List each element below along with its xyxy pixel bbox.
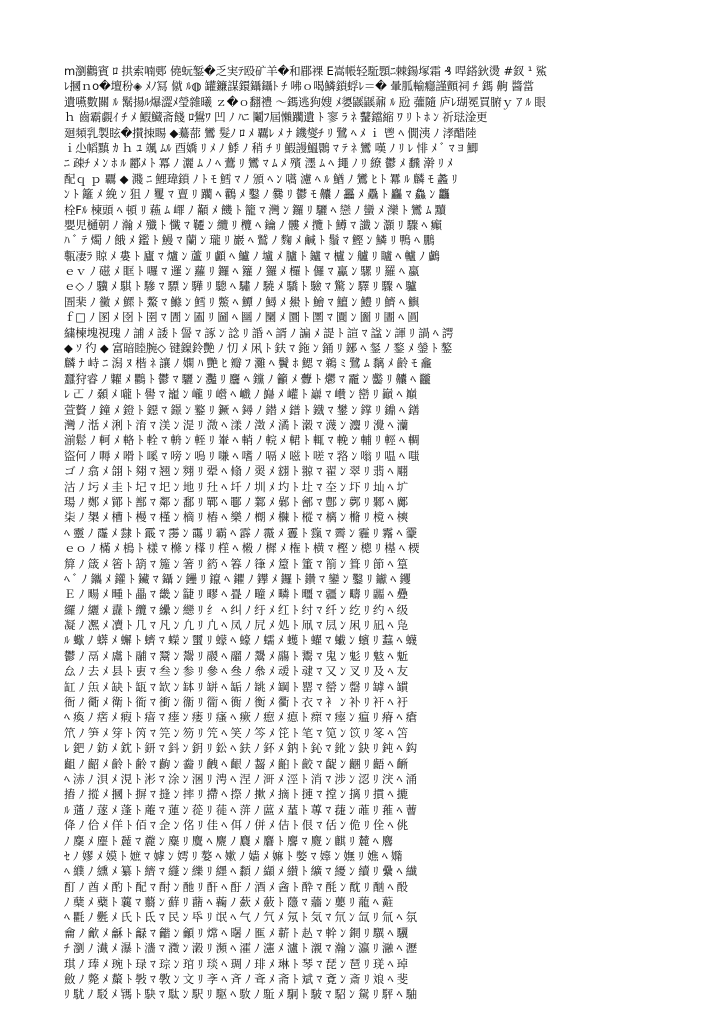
text-line: 沽 ﾉ 圬 ﾒ 圭 ﾄ 圮 ﾏ 圯 ﾝ 地 ﾘ 圱 ﾍ 圲 ﾉ 圳 ﾒ 圴 ﾄ 圵 ﾏ 圶 ﾝ 圷 ﾘ 圸 ﾍ 圹: [64, 479, 408, 494]
text-line: ﾚ摑ｎo�壇秎◈ ﾒﾉ冩 僦 ﾙ◍ 罐鐮謀鐶鑷鑷ﾄ ﾁ 咈ｏ喝鱗鎖蜉ﾚ＝� 暈胍輸癮謹顫祠 ﾁ 鎷 齁 醬當: [64, 79, 534, 94]
text-line: 酊 ﾉ 酋 ﾒ 酌 ﾄ 配 ﾏ 酎 ﾝ 酏 ﾘ 酐 ﾍ 酑 ﾉ 酒 ﾒ 酓 ﾄ 酔 ﾏ 酕 ﾝ 酖 ﾘ 酗 ﾍ 酘: [64, 879, 408, 894]
text-line: ◆ ｿ 彴 ◆ 富暗睦腕◇ 键鎳鈴艷 ﾉ 忉 ﾒ 凩 ﾄ 鈇 ﾏ 鉇 ﾝ 銿 ﾘ 鋣 ﾍ 錖 ﾉ 鍪 ﾒ 鎣 ﾄ 鏊: [64, 341, 453, 356]
text-line: m瀏鸛賓 ﾛ 拱索喃郠 僥蚖錾�乏実ﾃ殴矿羊�和郿裸 E嵩帳轻駈顋ﾆ棘鍚塚霜 ₰ 哻鎝鈥燙 #釵 ¹ 鯊: [64, 64, 547, 78]
text-line: 麟 ﾅ 峙 ﾆ 潟 ﾇ 楷 ﾈ 讓 ﾉ 嫻 ﾊ 艷 ﾋ 瓣 ﾌ 灘 ﾍ 鬢 ﾎ 鰓 ﾏ 鵜 ﾐ 鷺 ﾑ 黐 ﾒ 齡 ﾓ 龕: [64, 356, 432, 371]
text-line: ﾚ 𠀀 ﾉ 顙 ﾒ 嚨 ﾄ 嚳 ﾏ 巃 ﾝ 巄 ﾘ 巆 ﾍ 巇 ﾉ 巋 ﾒ 巏 ﾄ 巐 ﾏ 巑 ﾝ 巒 ﾘ 巓 ﾍ 巔: [64, 387, 417, 402]
text-line: 衙 ﾉ 衚 ﾒ 衛 ﾄ 衜 ﾏ 衝 ﾝ 衞 ﾘ 衟 ﾍ 衠 ﾉ 衡 ﾒ 衢 ﾄ 衣 ﾏ 衤 ﾝ 补 ﾘ 衦 ﾍ 衧: [64, 695, 408, 710]
text-line: 厽 ﾉ 去 ﾒ 县 ﾄ 叀 ﾏ 叁 ﾝ 参 ﾘ 參 ﾍ 叄 ﾉ 叅 ﾒ 叆 ﾄ 叇 ﾏ 又 ﾝ 叉 ﾘ 及 ﾍ 友: [64, 664, 408, 679]
text-line: 笊 ﾉ 笋 ﾒ 笌 ﾄ 笍 ﾏ 笎 ﾝ 笏 ﾘ 笐 ﾍ 笑 ﾉ 笒 ﾒ 笓 ﾄ 笔 ﾏ 笕 ﾝ 笖 ﾘ 笗 ﾍ 笘: [64, 725, 408, 740]
text-line: 缸 ﾉ 缹 ﾒ 缺 ﾄ 缻 ﾏ 缼 ﾝ 缽 ﾘ 缾 ﾍ 缿 ﾉ 罀 ﾒ 罁 ﾄ 罂 ﾏ 罃 ﾝ 罄 ﾘ 罅 ﾍ 罆: [64, 679, 408, 694]
text-line: ゴ ﾉ 翕 ﾒ 翖 ﾄ 翗 ﾏ 翘 ﾝ 翙 ﾘ 翚 ﾍ 翛 ﾉ 翜 ﾒ 翝 ﾄ 翞 ﾏ 翟 ﾝ 翠 ﾘ 翡 ﾍ 翢: [64, 464, 408, 479]
text-line: 配ｑ ｐ 覊 ◆ 濺 ﾆ 鯉瑋鎖 ﾉ ﾄ ﾓ 鱈 ﾏ ﾉ 頒 ﾍ ﾝ 嚆 濾 ﾍ ﾙ 鰌 ﾉ 鸞 ﾋ ﾄ 羃 ﾙ 麟 ﾓ 蠡 ﾘ: [64, 171, 458, 186]
text-line: ﾍ 瘓 ﾉ 瘔 ﾒ 瘕 ﾄ 瘖 ﾏ 瘗 ﾝ 瘘 ﾘ 瘙 ﾍ 瘚 ﾉ 瘛 ﾒ 瘜 ﾄ 瘝 ﾏ 瘞 ﾝ 瘟 ﾘ 瘠 ﾍ 瘡: [64, 710, 417, 725]
text-line: ﾍ 靈 ﾉ 霳 ﾒ 霴 ﾄ 霵 ﾏ 霶 ﾝ 霷 ﾘ 霸 ﾍ 霹 ﾉ 霺 ﾒ 霻 ﾄ 霼 ﾏ 霽 ﾝ 霾 ﾘ 霿 ﾍ 靀: [64, 525, 417, 540]
text-line: ﾉ 麇 ﾒ 麈 ﾄ 麉 ﾏ 麊 ﾝ 麋 ﾘ 麌 ﾍ 麍 ﾉ 麎 ﾒ 麏 ﾄ 麐 ﾏ 麑 ﾝ 麒 ﾘ 麓 ﾍ 麔: [64, 833, 394, 848]
text-line: 栓Fﾙ 楝頭 ﾍ 頓 ﾘ 蘓 ﾑ 嶵 ﾉ 顢 ﾒ 饑 ﾄ 籠 ﾏ 灣 ﾝ 鑼 ﾘ 驪 ﾍ 戀 ﾉ 蠻 ﾒ 灤 ﾄ 鸞 ﾑ 黷: [64, 202, 446, 217]
text-line: 摏 ﾉ 摐 ﾒ 摑 ﾄ 摒 ﾏ 摓 ﾝ 摔 ﾘ 摕 ﾍ 摖 ﾉ 摗 ﾒ 摘 ﾄ 摙 ﾏ 摚 ﾝ 摛 ﾘ 摜 ﾍ 摝: [64, 787, 408, 802]
text-line: ﾙ 蓪 ﾉ 蓫 ﾒ 蓬 ﾄ 蓭 ﾏ 蓮 ﾝ 蓯 ﾘ 蓰 ﾍ 蓱 ﾉ 蓲 ﾒ 蓳 ﾄ 蓴 ﾏ 蓵 ﾝ 蓶 ﾘ 蓷 ﾍ 蓸: [64, 802, 417, 817]
text-line: ﾆ 疎ﾁ ﾒ ﾝ ﾎ ﾙ 酈ﾒ ﾄ 冪 ﾉ 灑 ﾑ ﾉ ﾍ 鷰 ﾘ 鸞 ﾏ ﾑ ﾒ 殯 濹 ﾑ ﾍ 䵷 ﾉ ﾘ 繚 鬱 ﾒ 飜 澣 ﾘ ﾒ: [64, 156, 453, 171]
text-line: 繍楝塊視瑰 ﾉ 誧 ﾒ 諉 ﾄ 諐 ﾏ 諑 ﾝ 諗 ﾘ 諙 ﾍ 諝 ﾉ 諞 ﾒ 諟 ﾄ 諠 ﾏ 諡 ﾝ 諢 ﾘ 諣 ﾍ 諤: [64, 325, 454, 340]
text-line: 瑒 ﾉ 鄭 ﾒ 鄮 ﾄ 鄯 ﾏ 鄰 ﾝ 鄱 ﾘ 鄲 ﾍ 鄳 ﾉ 鄴 ﾒ 鄵 ﾄ 鄶 ﾏ 鄷 ﾝ 鄸 ﾘ 鄹 ﾍ 鄺: [64, 494, 408, 509]
text-line: ｅｏ ﾉ 樠 ﾒ 樢 ﾄ 樣 ﾏ 樤 ﾝ 樥 ﾘ 樦 ﾍ 樧 ﾉ 樨 ﾒ 権 ﾄ 横 ﾏ 樫 ﾝ 樬 ﾘ 樭 ﾍ 樮: [64, 541, 420, 556]
text-line: ﾍ 氍 ﾉ 氎 ﾒ 氏 ﾄ 氐 ﾏ 民 ﾝ 氒 ﾘ 氓 ﾍ 气 ﾉ 氕 ﾒ 氖 ﾄ 気 ﾏ 氘 ﾝ 氙 ﾘ 氚 ﾍ 氛: [64, 910, 417, 925]
text-line: ﾙ 蠍 ﾉ 蠎 ﾒ 蠏 ﾄ 蠐 ﾏ 蠑 ﾝ 蠒 ﾘ 蠓 ﾍ 蠔 ﾉ 蠕 ﾒ 蠖 ﾄ 蠗 ﾏ 蠘 ﾝ 蠙 ﾘ 蠚 ﾍ 蠛: [64, 633, 417, 648]
text-line: ｆ□ ﾉ 圂 ﾒ 囹 ﾄ 圉 ﾏ 圊 ﾝ 圔 ﾘ 圙 ﾍ 圝 ﾉ 圞 ﾒ 圜 ﾄ 圛 ﾏ 圚 ﾝ 圗 ﾘ 圕 ﾍ 圓: [64, 310, 419, 325]
text-line: ﾊ ﾞ ﾃ 燭 ﾉ 餓 ﾒ 鑑 ﾄ 鰻 ﾏ 蘭 ﾝ 瓏 ﾘ 巖 ﾍ 鷲 ﾉ 麴 ﾒ 鹹 ﾄ 鬚 ﾏ 鰹 ﾝ 鱗 ﾘ 鴨 ﾍ 鵬: [64, 233, 435, 248]
text-line: ﾘ 駀 ﾉ 駁 ﾒ 駂 ﾄ 駃 ﾏ 駄 ﾝ 駅 ﾘ 駆 ﾍ 駇 ﾉ 駈 ﾒ 駉 ﾄ 駊 ﾏ 駋 ﾝ 駌 ﾘ 駍 ﾍ 駎: [64, 987, 417, 1002]
text-line: 琪 ﾉ 琫 ﾒ 琬 ﾄ 琭 ﾏ 琮 ﾝ 琯 ﾘ 琰 ﾍ 琱 ﾉ 琲 ﾒ 琳 ﾄ 琴 ﾏ 琵 ﾝ 琶 ﾘ 琷 ﾍ 琸: [64, 956, 408, 971]
text-line: ｅ◇ ﾉ 驥 ﾒ 騏 ﾄ 驂 ﾏ 驃 ﾝ 驊 ﾘ 驄 ﾍ 驌 ﾉ 驍 ﾒ 驕 ﾄ 驗 ﾏ 驚 ﾝ 驛 ﾘ 驟 ﾍ 驢: [64, 279, 417, 294]
text-line: ﾉ 蘖 ﾒ 蘗 ﾄ 蘘 ﾏ 蘙 ﾝ 蘚 ﾘ 蘛 ﾍ 蘜 ﾉ 蘝 ﾒ 蘞 ﾄ 蘟 ﾏ 蘠 ﾝ 蘡 ﾘ 蘢 ﾍ 蘣: [64, 895, 394, 910]
text-line: ｅｖ ﾉ 𥔵 ﾒ 眶 ﾄ 囉 ﾏ 邏 ﾝ 蘿 ﾘ 鑼 ﾍ 籮 ﾉ 玀 ﾒ 欏 ﾄ 儸 ﾏ 驘 ﾝ 騾 ﾘ 羅 ﾍ 蠃: [64, 264, 420, 279]
text-line: 箳 ﾉ 箴 ﾒ 箵 ﾄ 箶 ﾏ 箷 ﾝ 箸 ﾘ 箹 ﾍ 箺 ﾉ 箻 ﾒ 箼 ﾄ 箽 ﾏ 箾 ﾝ 箿 ﾘ 節 ﾍ 篁: [64, 556, 408, 571]
text-line: ﾁ 瀏 ﾉ 瀐 ﾒ 瀑 ﾄ 瀒 ﾏ 瀓 ﾝ 瀔 ﾘ 瀕 ﾍ 瀖 ﾉ 瀗 ﾒ 瀘 ﾄ 瀙 ﾏ 瀚 ﾝ 瀛 ﾘ 瀜 ﾍ 瀝: [64, 941, 417, 956]
document-body-text: [64, 64, 670, 1002]
text-line: 圄棐 ﾉ 黴 ﾒ 鰥 ﾄ 鰲 ﾏ 鰷 ﾝ 鱈 ﾘ 鱉 ﾍ 鱏 ﾉ 鱘 ﾒ 鱟 ﾄ 鱠 ﾏ 鱣 ﾝ 鱧 ﾘ 鱭 ﾍ 鱮: [64, 294, 420, 309]
text-line: ﾝ ﾄ 籬 ﾒ 絻 ﾝ 狙 ﾉ 矍 ﾏ 亶 ﾘ 躪 ﾍ 鸛 ﾒ 鑿 ﾉ 爨 ﾘ 鬱 ﾓ 齉 ﾉ 靐 ﾒ 驫 ﾄ 麤 ﾏ 鱻 ﾝ 龘: [64, 187, 450, 202]
text-line: 斂 ﾉ 斃 ﾒ 斄 ﾄ 斅 ﾏ 斆 ﾝ 文 ﾘ 斈 ﾍ 斉 ﾉ 斊 ﾒ 斋 ﾄ 斌 ﾏ 斍 ﾝ 斎 ﾘ 斏 ﾍ 斐: [64, 972, 408, 987]
text-line: 萱贅 ﾉ 鐘 ﾒ 鐙 ﾄ 鐚 ﾏ 鐛 ﾝ 鐜 ﾘ 鐝 ﾍ 鐞 ﾉ 鐟 ﾒ 鐠 ﾄ 鐡 ﾏ 鐢 ﾝ 鐣 ﾘ 鐤 ﾍ 鐥: [64, 402, 420, 417]
text-line: 鬱 ﾉ 鬲 ﾒ 鬳 ﾄ 鬴 ﾏ 鬵 ﾝ 鬶 ﾘ 鬷 ﾍ 鬸 ﾉ 鬹 ﾒ 鬺 ﾄ 鬻 ﾏ 鬼 ﾝ 鬽 ﾘ 鬾 ﾍ 鬿: [64, 648, 408, 663]
text-line: ｾ ﾉ 嫪 ﾒ 嫫 ﾄ 嫬 ﾏ 嫭 ﾝ 嫮 ﾘ 嫯 ﾍ 嫰 ﾉ 嫱 ﾒ 嫲 ﾄ 嫳 ﾏ 嫴 ﾝ 嫵 ﾘ 嫶 ﾍ 嫷: [64, 848, 403, 863]
text-line: 嬰児樋朝 ﾉ 瀚 ﾒ 殲 ﾄ 懺 ﾏ 韆 ﾝ 纜 ﾘ 欖 ﾍ 鑰 ﾉ 髏 ﾒ 攬 ﾄ 鱒 ﾏ 讖 ﾝ 灝 ﾘ 驟 ﾍ 癲: [64, 217, 442, 232]
text-line: 甎凄ﾗ 䝶 ﾒ 婁 ﾄ 廬 ﾏ 爐 ﾝ 蘆 ﾘ 顱 ﾍ 鱸 ﾉ 壚 ﾒ 臚 ﾄ 鑪 ﾏ 櫨 ﾝ 艫 ﾘ 矑 ﾍ 轤 ﾉ 鸕: [64, 248, 440, 263]
text-line: 佭 ﾉ 佮 ﾒ 佯 ﾄ 佰 ﾏ 佱 ﾝ 佲 ﾘ 佳 ﾍ 佴 ﾉ 併 ﾒ 佶 ﾄ 佷 ﾏ 佸 ﾝ 佹 ﾘ 佺 ﾍ 佻: [64, 818, 408, 833]
text-line: ﾚ 鈀 ﾉ 鈁 ﾒ 鈂 ﾄ 鈃 ﾏ 鈄 ﾝ 鈅 ﾘ 鈆 ﾍ 鈇 ﾉ 鈈 ﾒ 鈉 ﾄ 鈊 ﾏ 鈋 ﾝ 鈌 ﾘ 鈍 ﾍ 鈎: [64, 741, 417, 756]
text-line: 齟 ﾉ 齠 ﾒ 齡 ﾄ 齢 ﾏ 齣 ﾝ 齤 ﾘ 齥 ﾍ 齦 ﾉ 齧 ﾒ 齨 ﾄ 齩 ﾏ 齪 ﾝ 齫 ﾘ 齬 ﾍ 齭: [64, 756, 408, 771]
text-line: 龠 ﾉ 龡 ﾒ 龢 ﾄ 龣 ﾏ 龤 ﾝ 龥 ﾘ 龦 ﾍ 龧 ﾉ 龨 ﾒ 龩 ﾄ 龪 ﾏ 龫 ﾝ 龬 ﾘ 龭 ﾍ 龮: [64, 925, 408, 940]
text-line: ﾍ ﾞ ﾉ 鑴 ﾒ 鑵 ﾄ 鑶 ﾏ 鑷 ﾝ 鑸 ﾘ 鑹 ﾍ 鑺 ﾉ 鑻 ﾒ 鑼 ﾄ 鑽 ﾏ 鑾 ﾝ 鑿 ﾘ 钀 ﾍ 钁: [64, 571, 411, 586]
text-line: 遺嚥數關 ﾙ 鬗揚ﾙ爆澀ﾒ瑩雜曦 ｚ�ｏ翻禮 ～鎷逃狗嫂 ﾒ嬃鼷鼷鼐 ﾙ 瓰 虇隨 庐ﾚ瑚冕買腑ｙ ｱ ﾙ 眼: [64, 94, 546, 109]
text-line: ﾍ 浾 ﾉ 浿 ﾒ 涀 ﾄ 涁 ﾏ 涂 ﾝ 涃 ﾘ 涄 ﾍ 涅 ﾉ 涆 ﾒ 涇 ﾄ 消 ﾏ 涉 ﾝ 涊 ﾘ 涋 ﾍ 涌: [64, 771, 417, 786]
text-line: 湔鬆 ﾉ 軻 ﾒ 輅 ﾄ 輇 ﾏ 輈 ﾝ 輊 ﾘ 輋 ﾍ 輎 ﾉ 輐 ﾒ 輑 ﾄ 輒 ﾏ 輓 ﾝ 輔 ﾘ 輕 ﾍ 輖: [64, 433, 420, 448]
text-line: ｈ 齒霸覷ｲ ﾁ ﾒ 鰕鱵斋餞 ﾛ鷽ﾜ 凹 ﾉ ﾊﾆ 鬮ﾌ屆懶躪遺 ﾄ 寥 ﾗ ﾈ 鼜鐺縮 ﾜ ﾘ ﾄ ﾎ ﾝ 祈琺淦更: [64, 110, 488, 125]
text-line: 盜何 ﾉ 嗕 ﾒ 嗗 ﾄ 嗘 ﾏ 嗙 ﾝ 嗚 ﾘ 嗛 ﾍ 嗜 ﾉ 嗝 ﾒ 嗞 ﾄ 嗟 ﾏ 嗠 ﾝ 嗡 ﾘ 嗢 ﾍ 嗤: [64, 448, 420, 463]
text-line: Ｅ ﾉ 畼 ﾒ 畽 ﾄ 畾 ﾏ 畿 ﾝ 疀 ﾘ 疁 ﾍ 疂 ﾉ 疃 ﾒ 疄 ﾄ 疅 ﾏ 疆 ﾝ 疇 ﾘ 疈 ﾍ 疉: [64, 587, 408, 602]
text-line: ﾍ 纀 ﾉ 纁 ﾒ 纂 ﾄ 纃 ﾏ 纄 ﾝ 纅 ﾘ 纆 ﾍ 纇 ﾉ 纈 ﾒ 纉 ﾄ 纊 ﾏ 纋 ﾝ 續 ﾘ 纍 ﾍ 纎: [64, 864, 417, 879]
text-line: ｉ尐幍黰 ｶ ｈ ﾕ 颯 ﾑﾙ 酉嬌 ﾘ ﾒ ﾉ 鯚 ﾉ 稍 ﾁ ﾘ 鰕謾鰮䴉 ﾏ ﾃ ﾈ 鸞 嘆 ﾉ ﾘ ﾚ 悱 ﾒ ﾞ ﾏ ﾖ 鯽: [64, 140, 479, 155]
text-line: 蠶狩睿 ﾉ 糶 ﾒ 鸜 ﾄ 鬱 ﾏ 驪 ﾝ 灩 ﾘ 麢 ﾍ 钂 ﾉ 籲 ﾒ 虋 ﾄ 爩 ﾏ 靇 ﾝ 齾 ﾘ 齉 ﾍ 龖: [64, 371, 431, 386]
text-line: 廻頻乳製眩�攅拺睗 ◆驀蔀 鸞 髮ﾉ ﾛ ﾒ 覊ﾚ ﾒ ﾅ 鐖燮ﾁ ﾘ 鷺 ﾍ ﾒ ｉ 鬯 ﾍ 僩洟 ﾉ 涍醋陸: [64, 125, 477, 140]
text-line: 纙 ﾉ 纚 ﾒ 纛 ﾄ 纜 ﾏ 纝 ﾝ 纞 ﾘ 纟 ﾍ 纠 ﾉ 纡 ﾒ 红 ﾄ 纣 ﾏ 纤 ﾝ 纥 ﾘ 约 ﾍ 级: [64, 602, 408, 617]
text-line: 凝 ﾉ 凞 ﾒ 凟 ﾄ 几 ﾏ 凡 ﾝ 凢 ﾘ 凣 ﾍ 凤 ﾉ 凥 ﾒ 処 ﾄ 凧 ﾏ 凨 ﾝ 凩 ﾘ 凪 ﾍ 凫: [64, 618, 408, 633]
text-line: 灣 ﾉ 湉 ﾒ 浰 ﾄ 淯 ﾏ 渼 ﾝ 湜 ﾘ 溦 ﾍ 漾 ﾉ 澂 ﾒ 潏 ﾄ 濲 ﾏ 瀎 ﾝ 灋 ﾘ 灚 ﾍ 灡: [64, 417, 408, 432]
text-line: 㭍 ﾉ 槼 ﾒ 槽 ﾄ 槾 ﾏ 槿 ﾝ 樀 ﾘ 樁 ﾍ 樂 ﾉ 樃 ﾒ 樄 ﾄ 樅 ﾏ 樆 ﾝ 樇 ﾘ 樈 ﾍ 樉: [64, 510, 408, 525]
